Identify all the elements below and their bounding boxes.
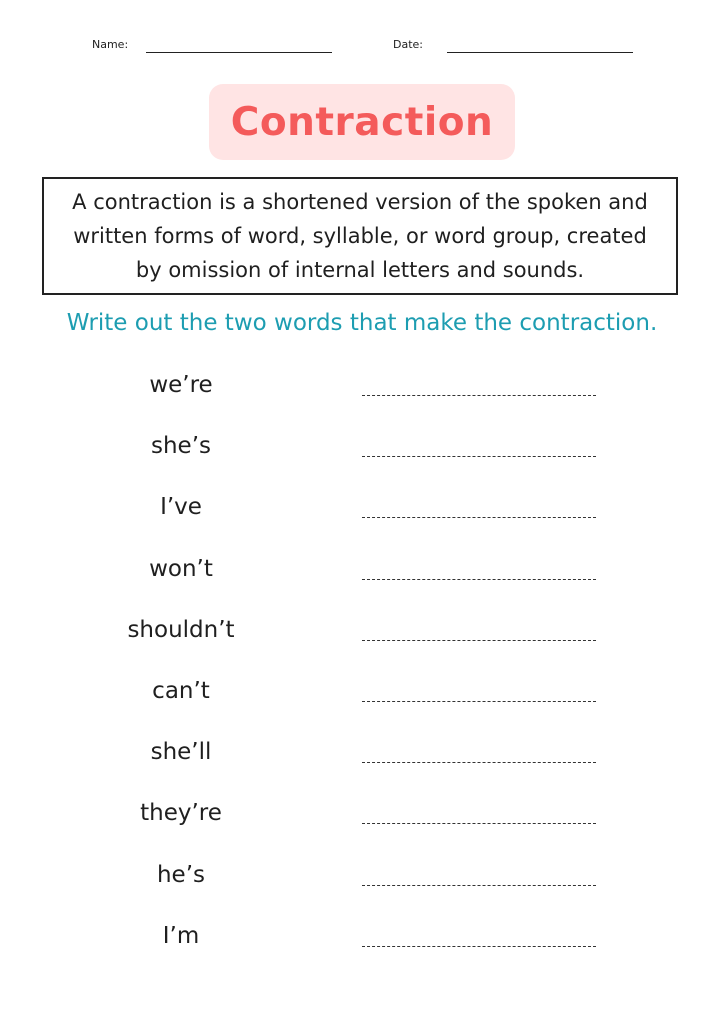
title-banner (209, 84, 515, 160)
contraction-word: we’re (149, 372, 213, 398)
answer-line[interactable] (362, 762, 596, 763)
contraction-word: he’s (156, 861, 206, 888)
answer-line[interactable] (362, 823, 596, 824)
exercise-row (0, 798, 724, 859)
exercise-row (0, 615, 724, 676)
contraction-word: I’m (162, 922, 200, 949)
contraction-word: she’s (150, 433, 211, 460)
answer-line[interactable] (362, 456, 596, 457)
exercise-row (0, 737, 724, 798)
answer-line[interactable] (362, 946, 596, 947)
instruction-text: Write out the two words that make the contraction. (66, 310, 658, 336)
answer-line[interactable] (362, 701, 596, 702)
exercise-row (0, 492, 724, 553)
date-label: Date: (393, 38, 423, 51)
date-input-line[interactable] (447, 52, 633, 53)
exercise-row (0, 431, 724, 492)
answer-line[interactable] (362, 640, 596, 641)
answer-line[interactable] (362, 517, 596, 518)
contraction-word: they’re (140, 800, 222, 827)
contraction-word: won’t (149, 555, 213, 582)
exercise-row (0, 921, 724, 982)
name-field[interactable] (92, 38, 332, 54)
answer-line[interactable] (362, 579, 596, 580)
definition-text: A contraction is a shortened version of the spoken and written forms of word, syllable, or word group, created by omission of internal letters and sounds. (72, 190, 648, 282)
exercise-row (0, 370, 724, 431)
name-input-line[interactable] (146, 52, 332, 53)
date-field[interactable] (393, 38, 635, 54)
contraction-word: shouldn’t (127, 616, 235, 643)
exercise-row (0, 554, 724, 615)
contraction-word: she’ll (150, 739, 212, 766)
name-label: Name: (92, 38, 129, 51)
contraction-word: I’ve (160, 494, 202, 521)
answer-line[interactable] (362, 395, 596, 396)
page-title: Contraction (230, 99, 494, 145)
exercise-row (0, 676, 724, 737)
exercise-row (0, 860, 724, 921)
contraction-word: can’t (152, 677, 210, 704)
answer-line[interactable] (362, 885, 596, 886)
definition-box (42, 177, 678, 295)
exercise-list (0, 370, 724, 982)
